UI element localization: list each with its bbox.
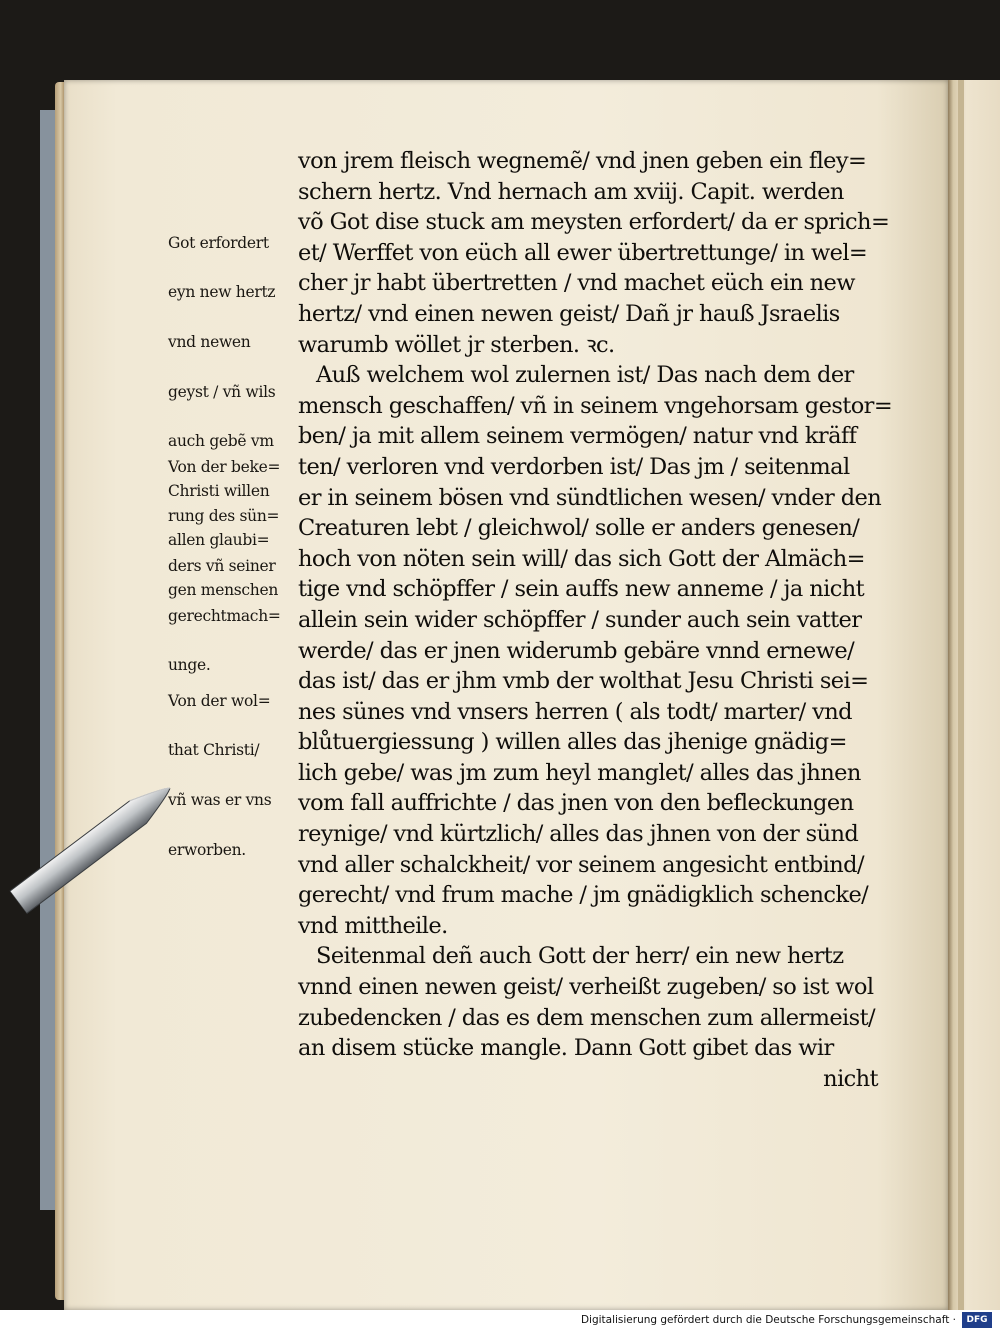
text-line: Creaturen lebt / gleichwol/ solle er anders genesen/: [298, 515, 860, 542]
text-line: et/ Werffet von eüch all ewer übertrettunge/ in wel=: [298, 239, 868, 266]
text-line: võ Got dise stuck am meysten erfordert/ da er sprich=: [298, 209, 890, 236]
marginal-note-line: eyn new hertz: [168, 283, 276, 302]
text-line: er in seinem bösen vnd sündtlichen wesen/ vnder den: [298, 484, 882, 511]
text-line: Auß welchem wol zulernen ist/ Das nach dem der: [316, 362, 854, 389]
facing-page: [948, 80, 1000, 1310]
text-line: hertz/ vnd einen newen geist/ Dañ jr hauß Jsraelis: [298, 300, 840, 327]
marginal-note-line: geyst / vñ wils: [168, 382, 276, 401]
text-line: tige vnd schöpffer / sein auffs new anneme / ja nicht: [298, 576, 865, 603]
text-line: ben/ ja mit allem seinem vermögen/ natur vnd kräff: [298, 423, 857, 450]
text-line: werde/ das er jnen widerumb gebäre vnnd ernewe/: [298, 637, 855, 664]
text-line: gerecht/ vnd frum mache / jm gnädigklich schencke/: [298, 882, 869, 909]
text-line: Seitenmal deñ auch Gott der herr/ ein new hertz: [316, 943, 844, 970]
book-gutter: [958, 80, 964, 1310]
marginal-note-line: gerechtmach=: [168, 606, 281, 625]
marginal-note-line: Von der beke=: [168, 457, 281, 476]
text-line: an disem stücke mangle. Dann Gott gibet das wir: [298, 1035, 834, 1062]
marginal-note-line: auch gebẽ vm: [168, 432, 274, 451]
text-line: reynige/ vnd kürtzlich/ alles das jhnen von der sünd: [298, 821, 859, 848]
text-line: hoch von nöten sein will/ das sich Gott der Almäch=: [298, 545, 865, 572]
text-line: zubedencken / das es dem menschen zum allermeist/: [298, 1004, 876, 1031]
marginal-note-line: gen menschen: [168, 580, 279, 599]
text-line: das ist/ das er jhm vmb der wolthat Jesu Christi sei=: [298, 668, 869, 695]
funding-credit: Digitalisierung gefördert durch die Deutsche Forschungsgemeinschaft ·: [580, 1314, 956, 1326]
marginal-note-line: vnd newen: [168, 332, 251, 351]
marginal-note-line: vñ was er vns: [168, 790, 272, 809]
marginal-note-line: Christi willen: [168, 481, 270, 500]
text-line: mensch geschaffen/ vñ in seinem vngehorsam gestor=: [298, 392, 893, 419]
catchword: nicht: [823, 1065, 878, 1092]
text-line: vnnd einen newen geist/ verheißt zugeben/ so ist wol: [298, 974, 874, 1001]
marginal-note-line: erworben.: [168, 840, 246, 859]
text-line: allein sein wider schöpffer / sunder auch sein vatter: [298, 606, 862, 633]
marginal-note-line: Got erfordert: [168, 233, 269, 252]
marginal-note-line: ders vñ seiner: [168, 556, 276, 575]
text-line: vom fall auffrichte / das jnen von den befleckungen: [298, 790, 854, 817]
text-line: vnd aller schalckheit/ vor seinem angesicht entbind/: [298, 851, 864, 878]
text-line: vnd mittheile.: [298, 912, 448, 939]
text-line: ten/ verloren vnd verdorben ist/ Das jm / seitenmal: [298, 453, 850, 480]
text-line: lich gebe/ was jm zum heyl manglet/ alles das jhnen: [298, 759, 861, 786]
text-line: schern hertz. Vnd hernach am xviij. Capit. werden: [298, 178, 844, 205]
dfg-logo: DFG: [962, 1312, 992, 1328]
text-line: von jrem fleisch wegnemẽ/ vnd jnen geben ein fley=: [298, 148, 867, 174]
text-line: cher jr habt übertretten / vnd machet eüch ein new: [298, 270, 855, 297]
text-line: nes sünes vnd vnsers herren ( als todt/ marter/ vnd: [298, 698, 852, 725]
marginal-note-line: allen glaubi=: [168, 531, 270, 550]
text-line: warumb wöllet jr sterben. ꝛc.: [298, 331, 615, 358]
marginal-note-line: that Christi/: [168, 741, 260, 760]
text-line: blůtuergiessung ) willen alles das jhenige gnädig=: [298, 729, 847, 756]
marginal-note-3: [168, 664, 296, 862]
marginal-note-line: rung des sün=: [168, 507, 280, 526]
marginal-note-2: [168, 430, 296, 678]
main-text-block: [298, 146, 893, 1094]
marginal-note-line: unge.: [168, 656, 211, 675]
marginal-note-line: Von der wol=: [168, 691, 271, 710]
